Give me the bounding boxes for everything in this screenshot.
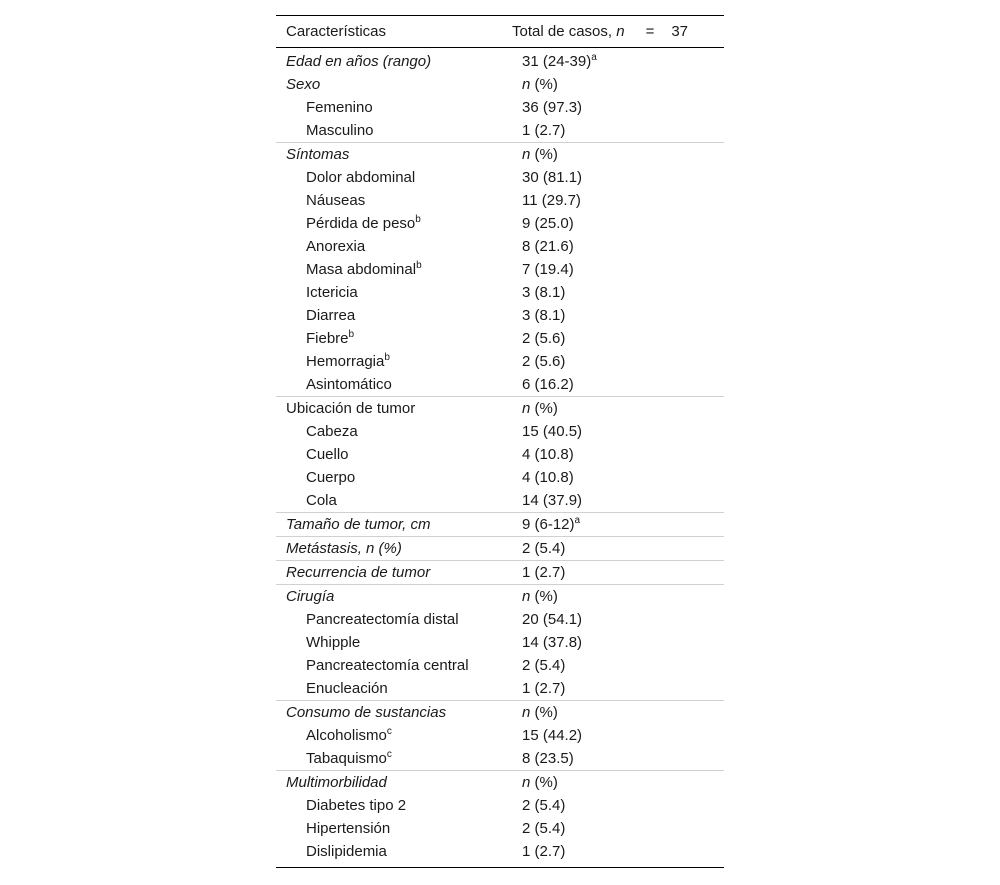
table-row-subitem	[276, 350, 724, 373]
row-value-text: 1 (2.7)	[522, 843, 566, 860]
row-label	[276, 657, 512, 674]
row-value	[512, 516, 724, 533]
row-value	[512, 657, 724, 674]
row-label	[276, 169, 512, 186]
row-value	[512, 611, 724, 628]
row-value-text: 3 (8.1)	[522, 307, 566, 324]
row-label-text: Pancreatectomía distal	[306, 611, 459, 628]
header-n: n	[616, 23, 625, 40]
row-value-n: n	[522, 146, 531, 163]
table-row-subitem	[276, 235, 724, 258]
row-value-text: 31 (24-39)	[522, 53, 592, 70]
header-characteristics: Características	[286, 23, 387, 40]
row-label-text: Masa abdominal	[306, 261, 417, 278]
row-label-text: Diabetes tipo 2	[306, 797, 407, 814]
row-label-text: Pancreatectomía central	[306, 657, 469, 674]
row-value-text: 2 (5.4)	[522, 797, 566, 814]
footnote-marker: b	[416, 260, 422, 271]
row-value	[512, 261, 724, 278]
row-label	[276, 353, 512, 370]
row-value-text: 3 (8.1)	[522, 284, 566, 301]
row-label-text: Ubicación de tumor	[286, 400, 416, 417]
row-value	[512, 99, 724, 116]
row-label	[276, 680, 512, 697]
table-row-subitem	[276, 304, 724, 327]
row-value	[512, 284, 724, 301]
row-value	[512, 146, 724, 163]
table-row-subitem	[276, 258, 724, 281]
table-row-category	[276, 770, 724, 794]
row-value	[512, 307, 724, 324]
table-row-subitem	[276, 747, 724, 770]
row-label	[276, 469, 512, 486]
footnote-marker: a	[591, 52, 597, 63]
row-value-n: n	[522, 588, 531, 605]
row-label-text: Dolor abdominal	[306, 169, 416, 186]
row-value	[512, 704, 724, 721]
table-body	[276, 50, 724, 863]
row-value	[512, 446, 724, 463]
row-value-text: 11 (29.7)	[522, 192, 581, 209]
row-label-text: Cuerpo	[306, 469, 356, 486]
table-row-subitem	[276, 96, 724, 119]
row-label	[276, 261, 512, 278]
row-label	[276, 376, 512, 393]
footnote-marker: c	[386, 726, 392, 737]
row-value-text: 2 (5.4)	[522, 540, 566, 557]
table-row-subitem	[276, 166, 724, 189]
table-row-category	[276, 584, 724, 608]
row-label	[276, 611, 512, 628]
row-label-text: Consumo de sustancias	[286, 704, 447, 721]
row-value-text: 30 (81.1)	[522, 169, 583, 186]
row-label	[276, 122, 512, 139]
row-value-text: 2 (5.6)	[522, 353, 566, 370]
row-value	[512, 400, 724, 417]
row-value-text: 9 (6-12)	[522, 516, 575, 533]
row-label-text: Alcoholismo	[306, 727, 387, 744]
row-value-text: 2 (5.4)	[522, 657, 566, 674]
row-value-text: 7 (19.4)	[522, 261, 574, 278]
row-value-text: 2 (5.4)	[522, 820, 566, 837]
row-label-text: Dislipidemia	[306, 843, 387, 860]
row-value	[512, 564, 724, 581]
row-value-text: (%)	[530, 146, 558, 163]
row-label	[276, 704, 512, 721]
table-row-subitem	[276, 631, 724, 654]
row-label	[276, 238, 512, 255]
row-label	[276, 564, 512, 581]
row-value-text: 15 (44.2)	[522, 727, 583, 744]
row-label-text: Sexo	[286, 76, 321, 93]
table-row-category	[276, 512, 724, 536]
row-label-text: Asintomático	[306, 376, 392, 393]
row-label-text: Pérdida de peso	[306, 215, 416, 232]
table-row-subitem	[276, 840, 724, 863]
header-total-number: 37	[671, 23, 689, 40]
table-row-category	[276, 700, 724, 724]
row-value-text: 2 (5.6)	[522, 330, 566, 347]
row-label	[276, 843, 512, 860]
row-value	[512, 680, 724, 697]
row-value-n: n	[522, 76, 531, 93]
table-bottom-rule	[276, 867, 724, 868]
row-value-n: n	[522, 704, 531, 721]
row-value-text: 4 (10.8)	[522, 469, 574, 486]
row-value-text: (%)	[530, 704, 558, 721]
table-row-subitem	[276, 724, 724, 747]
row-value	[512, 330, 724, 347]
row-value-text: 6 (16.2)	[522, 376, 574, 393]
row-value-text: 1 (2.7)	[522, 122, 566, 139]
table-row-subitem	[276, 119, 724, 142]
table-row-subitem	[276, 420, 724, 443]
row-value-text: 1 (2.7)	[522, 680, 566, 697]
row-value-text: 1 (2.7)	[522, 564, 566, 581]
table-row-subitem	[276, 794, 724, 817]
row-value	[512, 843, 724, 860]
row-value	[512, 540, 724, 557]
row-label	[276, 307, 512, 324]
table-header	[276, 16, 724, 48]
row-label	[276, 727, 512, 744]
table-row-subitem	[276, 489, 724, 512]
header-equals: =	[645, 23, 655, 40]
row-value-text: 14 (37.9)	[522, 492, 583, 509]
row-label-text: Whipple	[306, 634, 361, 651]
row-value	[512, 76, 724, 93]
row-label	[276, 540, 512, 557]
row-label-text: Metástasis, n (%)	[286, 540, 402, 557]
row-label-text: Multimorbilidad	[286, 774, 387, 791]
row-label	[276, 215, 512, 232]
row-value-text: 9 (25.0)	[522, 215, 574, 232]
row-label-text: Tabaquismo	[306, 750, 387, 767]
row-value	[512, 750, 724, 767]
row-label-text: Edad en años (rango)	[286, 53, 432, 70]
row-value	[512, 353, 724, 370]
table-row-subitem	[276, 466, 724, 489]
row-label-text: Náuseas	[306, 192, 366, 209]
table-row-subitem	[276, 443, 724, 466]
table-row-category	[276, 560, 724, 584]
table-row-subitem	[276, 677, 724, 700]
row-label	[276, 516, 512, 533]
row-value	[512, 492, 724, 509]
row-value-text: 36 (97.3)	[522, 99, 583, 116]
row-value	[512, 169, 724, 186]
row-label	[276, 634, 512, 651]
table-row-category	[276, 73, 724, 96]
row-label-text: Diarrea	[306, 307, 356, 324]
row-label	[276, 774, 512, 791]
table-row-subitem	[276, 654, 724, 677]
row-label	[276, 588, 512, 605]
row-value-text: (%)	[530, 76, 558, 93]
row-label	[276, 330, 512, 347]
table-row-subitem	[276, 281, 724, 304]
row-label	[276, 750, 512, 767]
row-label-text: Anorexia	[306, 238, 366, 255]
header-total-cases	[512, 23, 724, 40]
row-label-text: Masculino	[306, 122, 374, 139]
footnote-marker: b	[415, 214, 421, 225]
table-row-subitem	[276, 327, 724, 350]
row-value-n: n	[522, 400, 531, 417]
row-value-text: (%)	[530, 588, 558, 605]
row-label-text: Hipertensión	[306, 820, 391, 837]
row-value	[512, 423, 724, 440]
table-row-category	[276, 50, 724, 73]
footnote-marker: a	[574, 515, 581, 526]
row-value-n: n	[522, 774, 531, 791]
row-label-text: Enucleación	[306, 680, 388, 697]
row-label-text: Fiebre	[306, 330, 349, 347]
table-row-category	[276, 396, 724, 420]
row-label	[276, 284, 512, 301]
row-value-text: 8 (21.6)	[522, 238, 574, 255]
row-value	[512, 376, 724, 393]
row-label	[276, 423, 512, 440]
footnote-marker: b	[348, 329, 355, 340]
row-label-text: Hemorragia	[306, 353, 385, 370]
row-label	[276, 76, 512, 93]
table-row-subitem	[276, 212, 724, 235]
row-label	[276, 446, 512, 463]
row-label-text: Síntomas	[286, 146, 350, 163]
row-label-text: Cola	[306, 492, 337, 509]
footnote-marker: b	[384, 352, 390, 363]
row-value	[512, 215, 724, 232]
row-label-text: Tamaño de tumor, cm	[286, 516, 431, 533]
row-value	[512, 192, 724, 209]
row-value	[512, 727, 724, 744]
row-value	[512, 53, 724, 70]
row-value	[512, 774, 724, 791]
row-value-text: (%)	[530, 400, 558, 417]
row-value-text: 14 (37.8)	[522, 634, 583, 651]
table-row-subitem	[276, 373, 724, 396]
row-label-text: Recurrencia de tumor	[286, 564, 431, 581]
row-label-text: Ictericia	[306, 284, 358, 301]
row-label	[276, 53, 512, 70]
row-label	[276, 99, 512, 116]
row-value	[512, 820, 724, 837]
row-label	[276, 192, 512, 209]
row-value	[512, 797, 724, 814]
table-row-subitem	[276, 189, 724, 212]
row-value	[512, 238, 724, 255]
header-total-text: Total de casos,	[512, 23, 617, 40]
row-value	[512, 122, 724, 139]
row-value-text: 20 (54.1)	[522, 611, 583, 628]
row-label	[276, 146, 512, 163]
row-label-text: Cabeza	[306, 423, 358, 440]
row-label	[276, 492, 512, 509]
row-label-text: Femenino	[306, 99, 373, 116]
table-row-category	[276, 142, 724, 166]
table-row-subitem	[276, 608, 724, 631]
row-label	[276, 820, 512, 837]
footnote-marker: c	[386, 749, 392, 760]
row-label-text: Cirugía	[286, 588, 335, 605]
row-value-text: 15 (40.5)	[522, 423, 583, 440]
row-value-text: (%)	[530, 774, 558, 791]
row-value	[512, 634, 724, 651]
row-label-text: Cuello	[306, 446, 349, 463]
row-value-text: 4 (10.8)	[522, 446, 574, 463]
row-value	[512, 469, 724, 486]
table-row-subitem	[276, 817, 724, 840]
characteristics-table	[276, 15, 724, 868]
table-row-category	[276, 536, 724, 560]
row-label	[276, 400, 512, 417]
row-value	[512, 588, 724, 605]
row-label	[276, 797, 512, 814]
row-value-text: 8 (23.5)	[522, 750, 574, 767]
